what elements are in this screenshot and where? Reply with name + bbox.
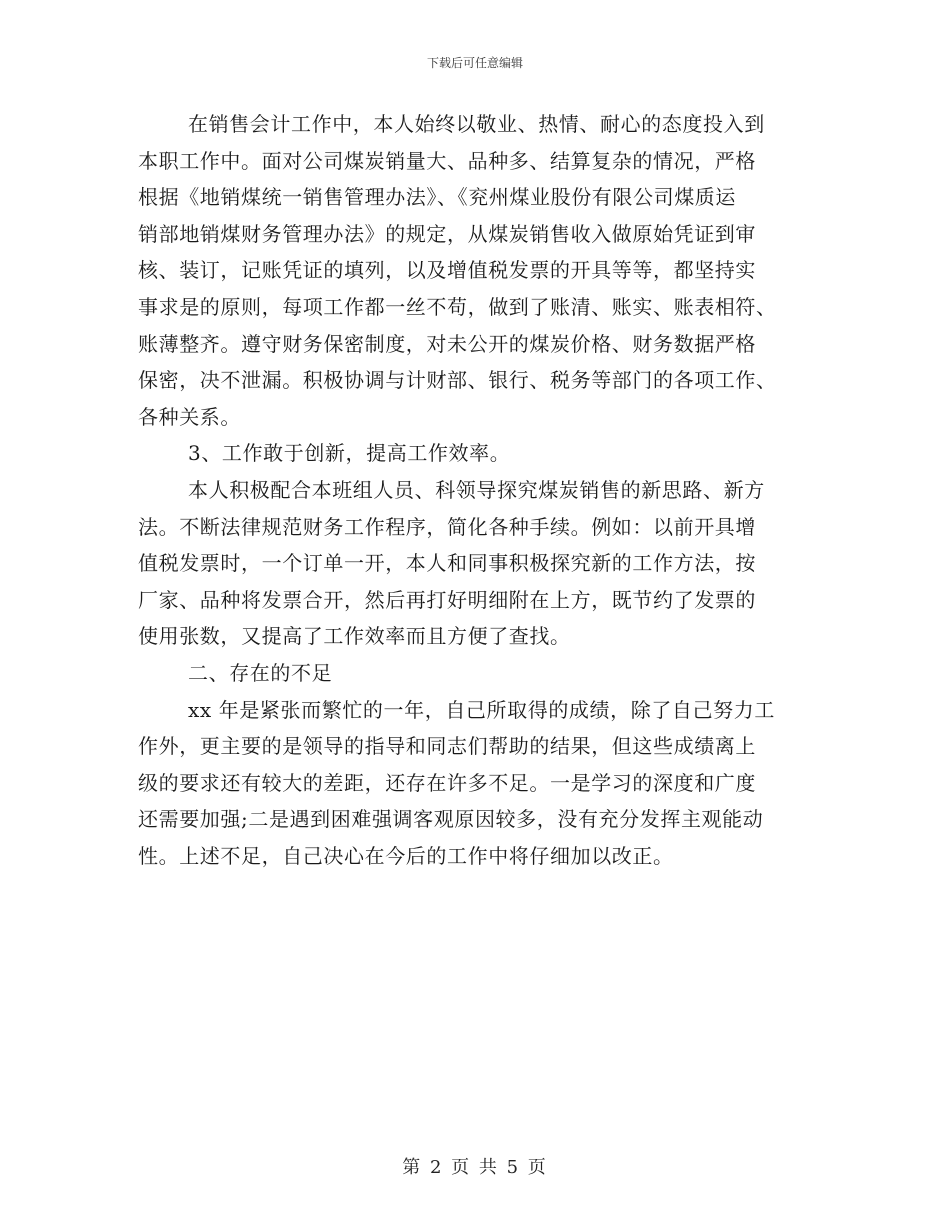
paragraph-line: 级的要求还有较大的差距，还存在许多不足。一是学习的深度和广度: [138, 770, 756, 795]
section-heading: 二、存在的不足: [188, 660, 333, 685]
paragraph-line: 性。上述不足，自己决心在今后的工作中将仔细加以改正。: [138, 843, 674, 868]
paragraph-line: 根据《地销煤统一销售管理办法》、《兖州煤业股份有限公司煤质运: [138, 185, 736, 210]
paragraph-line: 本人积极配合本班组人员、科领导探究煤炭销售的新思路、新方: [188, 477, 765, 502]
document-body: [138, 106, 813, 874]
paragraph-line: 使用张数，又提高了工作效率而且方便了查找。: [138, 624, 571, 649]
page-footer: 第 2 页 共 5 页: [402, 1157, 548, 1178]
paragraph-line: 核、装订，记账凭证的填列，以及增值税发票的开具等等，都坚持实: [138, 258, 756, 283]
paragraph-line: 保密，决不泄漏。积极协调与计财部、银行、税务等部门的各项工作、: [138, 368, 777, 393]
paragraph-line: 事求是的原则，每项工作都一丝不苟，做到了账清、账实、账表相符、: [138, 294, 777, 319]
paragraph-line: 在销售会计工作中，本人始终以敬业、热情、耐心的态度投入到: [188, 112, 765, 136]
paragraph-line: xx 年是紧张而繁忙的一年，自己所取得的成绩，除了自己努力工: [188, 697, 775, 722]
section-heading: 3、工作敢于创新，提高工作效率。: [188, 441, 511, 466]
paragraph-line: 值税发票时，一个订单一开，本人和同事积极探究新的工作方法，按: [138, 551, 756, 576]
paragraph-line: 各种关系。: [138, 404, 241, 429]
paragraph-line: 厂家、品种将发票合开，然后再打好明细附在上方，既节约了发票的: [138, 587, 756, 612]
paragraph-line: 销部地销煤财务管理办法》的规定，从煤炭销售收入做原始凭证到审: [138, 221, 756, 246]
paragraph-line: 账薄整齐。遵守财务保密制度，对未公开的煤炭价格、财务数据严格: [138, 331, 756, 356]
paragraph-line: 作外，更主要的是领导的指导和同志们帮助的结果，但这些成绩离上: [138, 734, 756, 759]
paragraph-line: 还需要加强;二是遇到困难强调客观原因较多，没有充分发挥主观能动: [138, 807, 764, 832]
page-header: 下载后可任意编辑: [426, 56, 523, 70]
paragraph-line: 法。不断法律规范财务工作程序，简化各种手续。例如：以前开具增: [138, 514, 756, 539]
paragraph-line: 本职工作中。面对公司煤炭销量大、品种多、结算复杂的情况，严格: [138, 148, 756, 173]
